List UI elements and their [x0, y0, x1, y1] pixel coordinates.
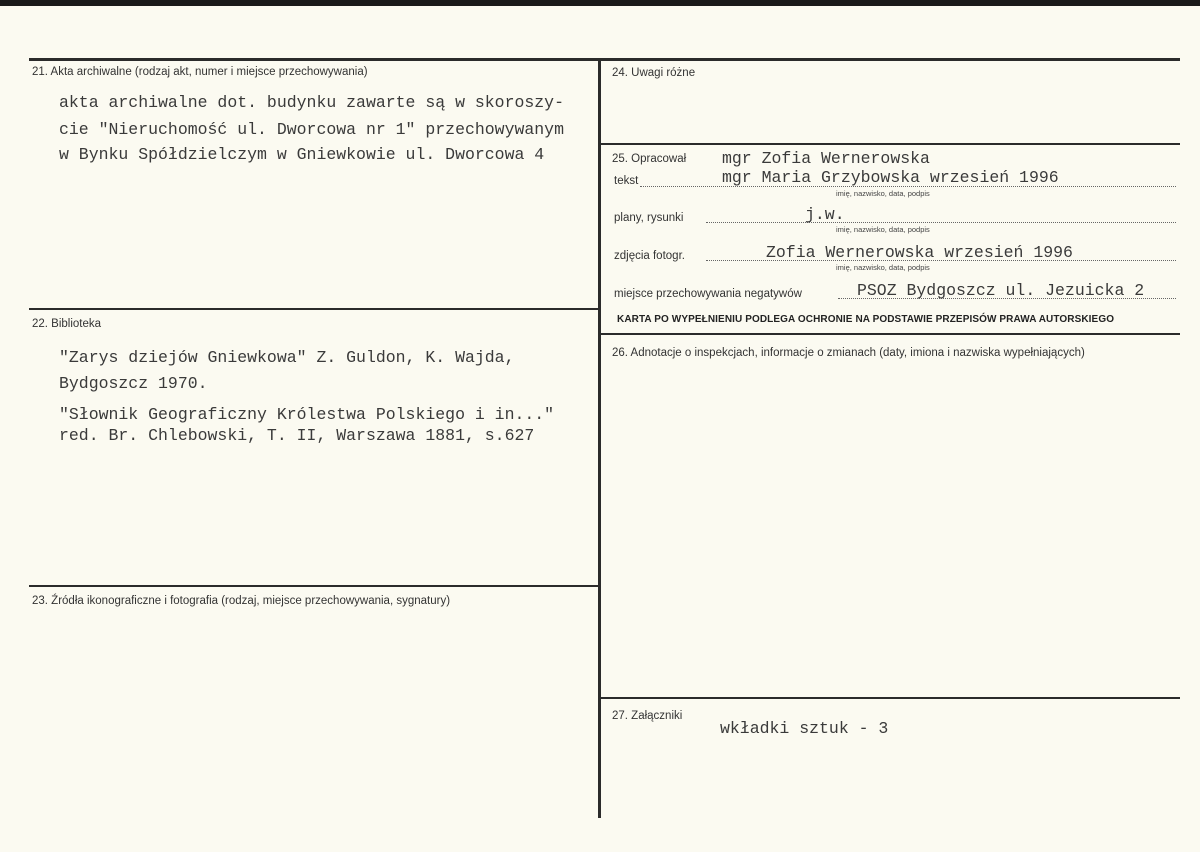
- rule-left-22: [29, 308, 600, 310]
- section-22-label: 22. Biblioteka: [32, 318, 102, 330]
- section-22-line-2: Bydgoszcz 1970.: [59, 374, 208, 393]
- section-26-label: 26. Adnotacje o inspekcjach, informacje o zmianach (daty, imiona i nazwiska wypełniających): [612, 347, 1085, 359]
- plany-value: j.w.: [805, 205, 845, 224]
- section-25-label: 25. Opracował: [612, 153, 687, 165]
- rule-left-23: [29, 585, 600, 587]
- top-rule: [29, 58, 1180, 61]
- plany-caption: imię, nazwisko, data, podpis: [836, 225, 930, 234]
- plany-dotted-line: [706, 222, 1176, 223]
- section-21-line-3: w Bynku Spółdzielczym w Gniewkowie ul. Dworcowa 4: [59, 145, 545, 164]
- section-21-line-1: akta archiwalne dot. budynku zawarte są w skoroszy-: [59, 93, 564, 112]
- rule-right-27: [600, 697, 1180, 699]
- section-23-label: 23. Źródła ikonograficzne i fotografia (rodzaj, miejsce przechowywania, sygnatury): [32, 595, 451, 607]
- negatywy-label: miejsce przechowywania negatywów: [614, 288, 802, 300]
- tekst-author-1: mgr Zofia Wernerowska: [722, 149, 930, 168]
- tekst-author-2: mgr Maria Grzybowska wrzesień 1996: [722, 168, 1059, 187]
- rule-right-26: [600, 333, 1180, 335]
- section-22-line-1: "Zarys dziejów Gniewkowa" Z. Guldon, K. Wajda,: [59, 348, 515, 367]
- section-27-value: wkładki sztuk - 3: [720, 719, 889, 738]
- zdjecia-caption: imię, nazwisko, data, podpis: [836, 263, 930, 272]
- zdjecia-label: zdjęcia fotogr.: [614, 250, 685, 262]
- copyright-notice: KARTA PO WYPEŁNIENIU PODLEGA OCHRONIE NA PODSTAWIE PRZEPISÓW PRAWA AUTORSKIEGO: [617, 314, 1115, 325]
- negatywy-value: PSOZ Bydgoszcz ul. Jezuicka 2: [857, 281, 1145, 300]
- zdjecia-value: Zofia Wernerowska wrzesień 1996: [766, 243, 1073, 262]
- section-27-label: 27. Załączniki: [612, 710, 683, 722]
- section-21-label: 21. Akta archiwalne (rodzaj akt, numer i miejsce przechowywania): [32, 66, 368, 78]
- center-vertical-rule: [598, 58, 601, 818]
- section-22-line-4: red. Br. Chlebowski, T. II, Warszawa 1881, s.627: [59, 426, 535, 445]
- section-24-label: 24. Uwagi różne: [612, 67, 696, 79]
- tekst-label: tekst: [614, 175, 639, 187]
- section-22-line-3: "Słownik Geograficzny Królestwa Polskiego i in...": [59, 405, 555, 424]
- plany-label: plany, rysunki: [614, 212, 684, 224]
- top-edge-band: [0, 0, 1200, 6]
- section-21-line-2: cie "Nieruchomość ul. Dworcowa nr 1" przechowywanym: [59, 120, 564, 139]
- rule-right-25: [600, 143, 1180, 145]
- tekst-caption: imię, nazwisko, data, podpis: [836, 189, 930, 198]
